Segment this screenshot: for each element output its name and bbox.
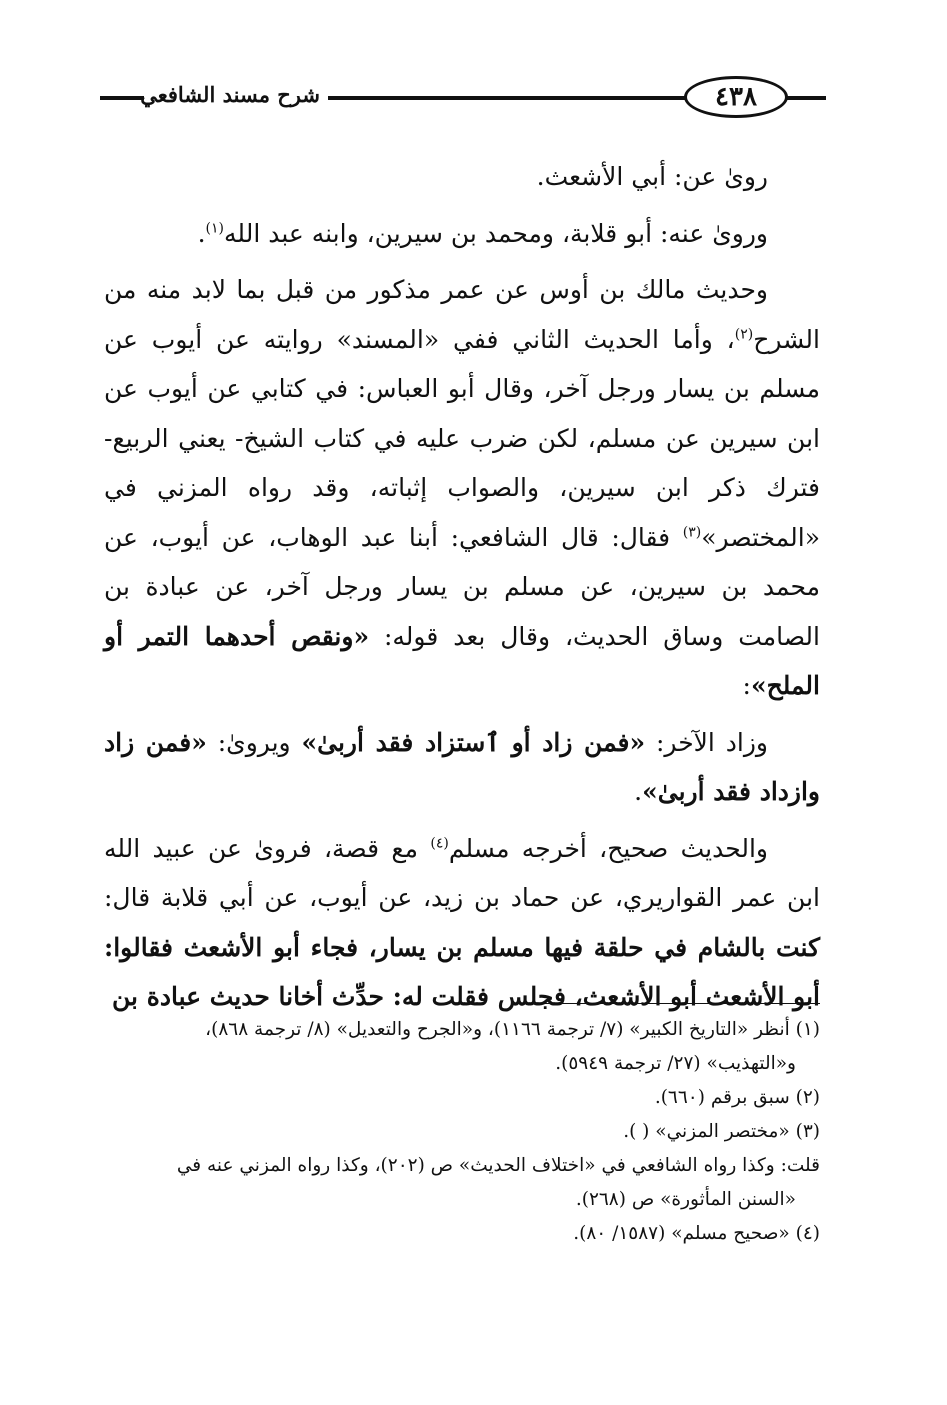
footnote-ref-1[interactable]: (١) xyxy=(205,220,225,237)
hadith-quote-3: «فمن زاد وازداد فقد أربىٰ» xyxy=(104,727,820,806)
paragraph-3-end: : xyxy=(742,671,751,700)
paragraph-2 xyxy=(104,209,820,259)
footnote-ref-4[interactable]: (٤) xyxy=(430,835,449,852)
page-number-badge xyxy=(684,76,788,118)
footnote-4: (٤) «صحيح مسلم» (١٥٨٧/ ٨٠). xyxy=(573,1223,820,1244)
hadith-quote-1: «ونقص أحدهما التمر أو الملح» xyxy=(104,621,820,700)
footnote-3: (٣) «مختصر المزني» ( ). xyxy=(623,1121,820,1142)
footnote-separator xyxy=(540,1003,820,1004)
book-title: شرح مسند الشافعي xyxy=(140,82,320,107)
paragraph-3-text-a: وحديث مالك بن أوس عن عمر مذكور من قبل بما لابد منه من الشرح xyxy=(104,275,820,354)
paragraph-5 xyxy=(104,824,820,1022)
page-number: ٤٣٨ xyxy=(715,82,757,112)
paragraph-1-text: روىٰ عن: أبي الأشعث. xyxy=(536,162,768,191)
paragraph-3 xyxy=(104,265,820,711)
paragraph-5-text-a: والحديث صحيح، أخرجه مسلم xyxy=(448,833,768,863)
paragraph-3-text-b: ، وأما الحديث الثاني ففي «المسند» روايته عن أيوب عن مسلم بن يسار ورجل آخر، وقال أبو العباس: في كتابي عن أيوب عن ابن سيرين عن مسلم، لكن ضرب عليه في كتاب الشيخ- يعني الربيع- فترك ذكر ابن سيرين، والصواب إثباته، وقد رواه المزني في «المختصر» xyxy=(104,324,820,552)
footnote-3-note: قلت: وكذا رواه الشافعي في «اختلاف الحديث» ص (٢٠٢)، وكذا رواه المزني عنه في xyxy=(176,1155,820,1176)
footnote-3-note-continued: «السنن المأثورة» ص (٢٦٨). xyxy=(575,1189,796,1210)
main-text xyxy=(104,152,820,1022)
paragraph-1 xyxy=(104,152,820,202)
paragraph-4-end: . xyxy=(634,777,643,806)
footnote-1: (١) أنظر «التاريخ الكبير» (٧/ ترجمة ١١٦٦)، و«الجرح والتعديل» (٨/ ترجمة ٨٦٨)، xyxy=(205,1019,820,1040)
hadith-narration: كنت بالشام في حلقة فيها مسلم بن يسار، فجاء أبو الأشعث فقالوا: أبو الأشعث أبو الأشعث، فجلس فقلت له: حدِّث أخانا حديث عبادة بن xyxy=(104,932,820,1011)
footnotes xyxy=(104,1013,820,1251)
hadith-quote-2: «فمن زاد أو ٱستزاد فقد أربىٰ» xyxy=(301,727,646,757)
header-rule-left xyxy=(100,96,144,100)
footnote-1-continued: و«التهذيب» (٢٧/ ترجمة ٥٩٤٩). xyxy=(555,1053,796,1074)
paragraph-4-text-a: وزاد الآخر: xyxy=(645,727,768,757)
paragraph-2-end: . xyxy=(197,218,206,248)
paragraph-5-text-b: مع قصة، فروىٰ عن عبيد الله ابن عمر القواريري، عن حماد بن زيد، عن أيوب، عن أبي قلابة قال: xyxy=(104,833,820,912)
paragraph-3-text-c: فقال: قال الشافعي: أبنا عبد الوهاب، عن أيوب، عن محمد بن سيرين، عن مسلم بن يسار ورجل آخر، عن عبادة بن الصامت وساق الحديث، وقال بعد قوله: xyxy=(104,522,820,651)
footnote-2: (٢) سبق برقم (٦٦٠). xyxy=(654,1087,820,1108)
footnote-ref-2[interactable]: (٢) xyxy=(734,326,754,343)
footnote-ref-3[interactable]: (٣) xyxy=(682,524,702,541)
paragraph-4 xyxy=(104,718,820,817)
paragraph-4-text-b: ويروىٰ: xyxy=(206,727,302,757)
paragraph-2-text: وروىٰ عنه: أبو قلابة، ومحمد بن سيرين، وابنه عبد الله xyxy=(224,218,768,248)
running-header xyxy=(100,76,824,126)
